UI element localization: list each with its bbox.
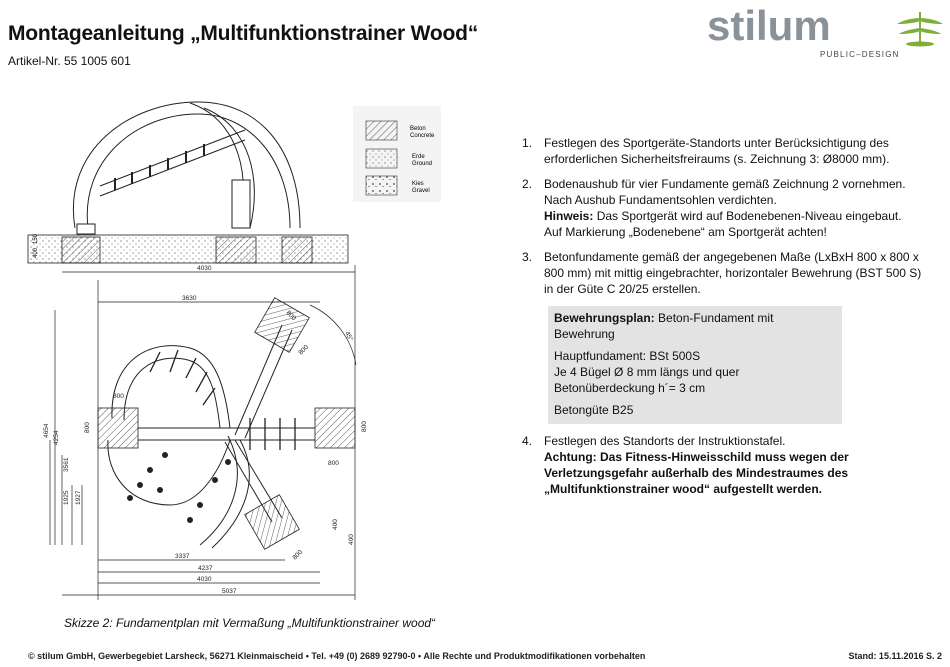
dim-400-a: 400: [33, 247, 39, 258]
warning-text: Achtung: Das Fitness-Hinweisschild muss wegen der Verletzungsgefahr außerhalb des Mindestraumes des „Multifunktionstrainer wood“ aufgestellt werden.: [544, 450, 849, 496]
plan-title: Beton-Fundament mit Bewehrung: [554, 311, 774, 341]
reinforcement-plan-box: [548, 306, 842, 424]
step-2: [522, 176, 930, 240]
legend-ground: Ground: [412, 161, 433, 167]
plan-line-1: Hauptfundament: BSt 500S: [554, 349, 701, 363]
foundation-elev-3: [282, 237, 312, 263]
plan-line-3: Betonüberdeckung h´= 3 cm: [554, 381, 706, 395]
step-text: Bodenaushub für vier Fundamente gemäß Zeichnung 2 vornehmen. Nach Aushub Fundamentsohlen verdichten.: [544, 177, 906, 207]
hint-text-2: Auf Markierung „Bodenebene“ am Sportgerät achten!: [544, 225, 827, 239]
hint-label: Hinweis:: [544, 209, 594, 223]
legend-concrete: Concrete: [410, 133, 435, 139]
hint-text: Das Sportgerät wird auf Bodenebenen-Niveau eingebaut.: [596, 209, 902, 223]
dimension-lines: [50, 265, 356, 600]
dim-3561: 3561: [63, 457, 70, 472]
plan-line-2: Je 4 Bügel Ø 8 mm längs und quer: [554, 365, 740, 379]
step-4: [522, 433, 930, 497]
foundation-right: [315, 408, 355, 448]
foundation-elev-1: [62, 237, 100, 263]
dim-800-right-b: 800: [328, 460, 339, 467]
material-legend: [353, 106, 441, 202]
dim-3337: 3337: [175, 553, 190, 560]
step-number: 2.: [522, 177, 533, 191]
step-1: [522, 135, 930, 167]
dim-800-right: 800: [361, 421, 368, 432]
logo-wordmark: stilum: [707, 2, 831, 49]
step-number: 4.: [522, 434, 533, 448]
step-text: Betonfundamente gemäß der angegebenen Maße (LxBxH 800 x 800 x 800 mm) mit mittig eingebrachter, horizontaler Bewehrung (BST 500 S) in der Güte C 20/25 erstellen.: [544, 250, 922, 296]
dim-400-c: 400: [348, 534, 355, 545]
dim-4254: 4254: [53, 430, 60, 445]
drawing-caption: Skizze 2: Fundamentplan mit Vermaßung „Multifunktionstrainer wood“: [64, 616, 436, 630]
dim-4237: 4237: [198, 565, 213, 572]
logo-subtitle: PUBLIC–DESIGN: [820, 50, 900, 59]
step-number: 3.: [522, 250, 533, 264]
foundation-drawing: [0, 95, 470, 610]
brand-logo: [707, 2, 945, 60]
dim-800-left: 800: [113, 393, 124, 400]
step-number: 1.: [522, 136, 533, 150]
legend-erde: Erde: [412, 154, 425, 160]
footer-copyright: © stilum GmbH, Gewerbegebiet Larsheck, 56271 Kleinmaischeid • Tel. +49 (0) 2689 92790-0 • Alle Rechte und Produktmodifikationen vorbehalten: [28, 651, 646, 661]
dim-800-left-v: 800: [84, 422, 91, 433]
plan-line-4: Betongüte B25: [554, 403, 634, 417]
dim-800-bottom: 800: [291, 548, 305, 562]
article-number: Artikel-Nr. 55 1005 601: [8, 54, 131, 68]
foundation-elev-2: [216, 237, 256, 263]
elevation-view: [73, 102, 300, 234]
foundation-left: [98, 408, 138, 448]
legend-beton: Beton: [410, 126, 426, 132]
dim-1925: 1925: [63, 490, 70, 505]
dim-800-top-b: 800: [297, 343, 311, 357]
step-text: Festlegen des Sportgeräte-Standorts unter Berücksichtigung des erforderlichen Sicherheitsfreiraums (s. Zeichnung 3: Ø8000 mm).: [544, 136, 890, 166]
dim-4030-top: 4030: [197, 265, 212, 272]
page-title: Montageanleitung „Multifunktionstrainer Wood“: [8, 22, 479, 45]
legend-kies: Kies: [412, 181, 424, 187]
step-3: [522, 249, 930, 297]
dim-angle-45: 45°: [343, 330, 355, 343]
step-text: Festlegen des Standorts der Instruktionstafel.: [544, 434, 786, 448]
footer-date: Stand: 15.11.2016 S. 2: [848, 651, 942, 661]
dim-4030-bottom: 4030: [197, 576, 212, 583]
dim-3630: 3630: [182, 295, 197, 302]
dim-4654: 4654: [43, 423, 50, 438]
legend-gravel: Gravel: [412, 188, 430, 194]
plan-label: Bewehrungsplan:: [554, 311, 655, 325]
dim-5037: 5037: [222, 588, 237, 595]
dim-400-b: 400: [332, 519, 339, 530]
dim-150: 150: [33, 233, 39, 244]
dim-1927: 1927: [75, 490, 82, 505]
instruction-steps: [522, 135, 930, 506]
plant-icon: [895, 10, 945, 50]
